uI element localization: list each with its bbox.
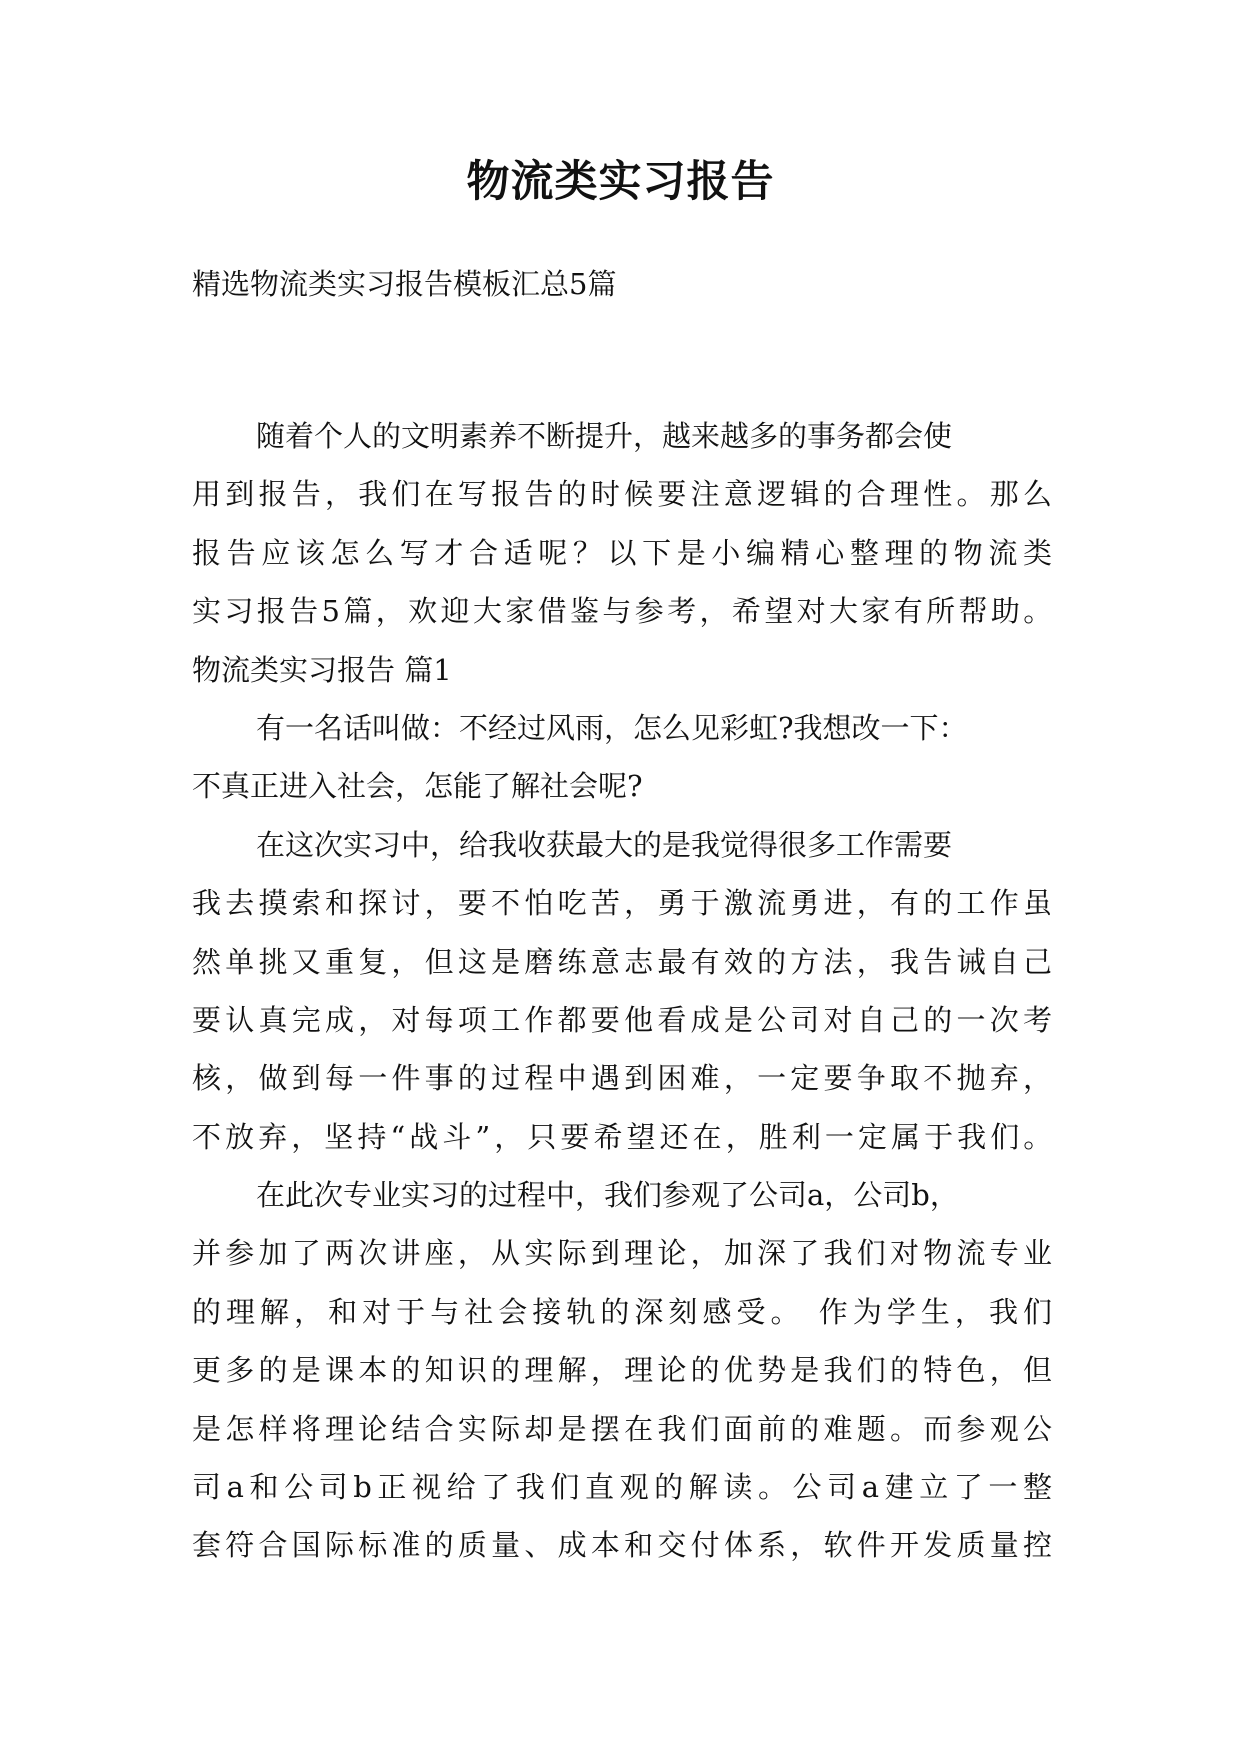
document-subtitle: 精选物流类实习报告模板汇总5篇 (192, 267, 617, 301)
document-title: 物流类实习报告 (466, 157, 775, 207)
paragraph-line: 套符合国际标准的质量、成本和交付体系，软件开发质量控 (192, 1528, 1052, 1563)
paragraph-line: 不放弃，坚持“战斗”，只要希望还在，胜利一定属于我们。 (192, 1119, 1052, 1154)
paragraph-line: 更多的是课本的知识的理解，理论的优势是我们的特色，但 (192, 1353, 1052, 1388)
paragraph-line: 是怎样将理论结合实际却是摆在我们面前的难题。而参观公 (192, 1411, 1052, 1446)
paragraph-line: 核，做到每一件事的过程中遇到困难，一定要争取不抛弃， (192, 1061, 1052, 1096)
paragraph-line: 在这次实习中，给我收获最大的是我觉得很多工作需要 (256, 827, 953, 862)
paragraph-line: 司a和公司b正视给了我们直观的解读。公司a建立了一整 (192, 1470, 1052, 1505)
paragraph-line: 实习报告5篇，欢迎大家借鉴与参考，希望对大家有所帮助。 (192, 594, 1052, 629)
paragraph-line: 有一名话叫做：不经过风雨，怎么见彩虹?我想改一下： (256, 710, 968, 745)
paragraph-line: 随着个人的文明素养不断提升，越来越多的事务都会使 (256, 419, 953, 453)
paragraph-line: 并参加了两次讲座，从实际到理论，加深了我们对物流专业 (192, 1236, 1052, 1271)
paragraph-line: 要认真完成，对每项工作都要他看成是公司对自己的一次考 (192, 1002, 1052, 1037)
paragraph-line: 报告应该怎么写才合适呢？以下是小编精心整理的物流类 (192, 535, 1052, 570)
paragraph-line: 我去摸索和探讨，要不怕吃苦，勇于激流勇进，有的工作虽 (192, 886, 1052, 921)
paragraph-line: 然单挑又重复，但这是磨练意志最有效的方法，我告诫自己 (192, 944, 1052, 979)
paragraph-line: 在此次专业实习的过程中，我们参观了公司a，公司b， (256, 1178, 959, 1213)
paragraph-line: 的理解，和对于与社会接轨的深刻感受。 作为学生，我们 (192, 1294, 1052, 1329)
document-body (192, 407, 1052, 1575)
paragraph-line: 不真正进入社会，怎能了解社会呢? (192, 769, 643, 804)
paragraph-line: 用到报告，我们在写报告的时候要注意逻辑的合理性。那么 (192, 477, 1052, 512)
section-heading: 物流类实习报告 篇1 (192, 652, 452, 687)
